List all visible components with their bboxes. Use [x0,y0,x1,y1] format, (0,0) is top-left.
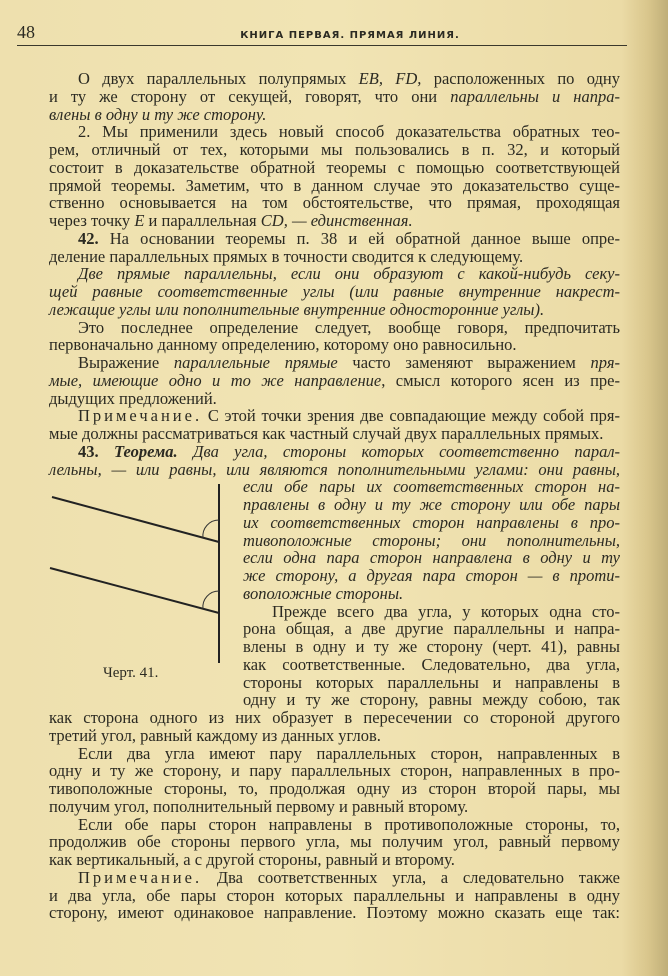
text-line [49,336,620,354]
text-segment: как сторона одного из них образует в пересечении со стороной другого [49,708,620,727]
text-segment: Два угла, стороны которых соответственно парал- [177,441,621,461]
upper-parallel-line [52,497,219,542]
text-segment: расположенных по одну [421,69,620,88]
text-segment: EB, FD, [358,69,422,88]
text-line [49,372,620,390]
text-line [49,887,620,905]
text-segment: E [134,211,145,230]
text-segment: Два соответственных угла, а следовательно также [202,867,620,887]
text-segment: одну и ту же сторону, равны между собою, так [243,690,620,710]
text-segment: как вертикальный, а с другой стороны, равный и второму. [49,850,455,869]
text-line [243,478,620,496]
text-line [243,496,620,514]
text-line [49,798,620,816]
text-line [49,301,620,319]
lower-angle-arc [203,591,219,609]
page-number: 48 [17,22,35,42]
text-segment: тивоположные стороны, то, продолжая одну из сторон второй пары, мы [49,779,620,798]
text-segment: их соответственных сторон направлены в про- [243,512,620,532]
text-segment: дыдущих предложений. [49,388,217,408]
text-segment: влены в одну и ту же сторону (черт. 41), равны [243,637,620,656]
text-segment: третий угол, равный каждому из данных углов. [49,725,381,745]
text-line [49,709,620,727]
text-segment: как соответственные. Следовательно, два угла, [243,654,620,674]
text-segment: пря- [590,353,620,372]
text-segment: через точку [49,211,135,230]
text-line [243,514,620,532]
text-line [78,123,620,141]
text-line [49,248,620,266]
text-segment: С этой точки зрения две совпадающие между собой пря- [202,406,620,426]
text-segment: деление параллельных прямых в точности сводится к следующему. [49,246,524,266]
text-segment: Это последнее определение следует, вообще говоря, предпочитать [78,317,620,337]
text-segment: лежащие углы или пополнительные внутренние односторонние углы). [49,299,545,319]
text-line [49,212,620,230]
text-segment: и два угла, обе пары сторон которых параллельны и направлены в одну [49,885,620,905]
text-segment: лельны, — или равны, или являются пополнительными углами: они равны, [49,459,620,479]
text-segment: если одна пара сторон направлена в одну и ту [243,548,620,568]
text-line [243,585,620,603]
text-segment: На основании теоремы п. 38 и ей обратной данное выше опре- [98,228,620,248]
header-rule [17,45,627,46]
text-segment: щей равные соответственные углы (или равные внутренние накрест- [49,282,620,301]
text-segment: сторону, имеют одинаковое направление. Поэтому можно сказать еще так: [49,903,620,923]
text-segment: Теорема. [113,441,178,461]
text-line [78,816,620,834]
text-line [78,443,620,461]
text-segment: часто заменяют выражением [337,353,591,372]
text-segment: влены в одну и ту же сторону. [49,104,267,124]
text-line [243,656,620,674]
text-line [49,141,620,159]
text-line [78,230,620,248]
text-segment: параллельны и напра- [450,86,620,106]
text-segment: продолжив обе стороны первого угла, мы получим угол, равный первому [49,832,620,852]
text-line [78,265,620,283]
text-segment: Если два угла имеют пару параллельных сторон, направленных в [78,743,620,763]
text-line [243,691,620,709]
text-segment: и параллельная [144,211,261,230]
text-segment: состоит в доказательстве обратной теоремы с помощью соответствующей [49,157,620,177]
text-line [78,319,620,337]
text-line [78,70,620,88]
text-line [49,904,620,922]
text-segment: Если обе пары сторон направлены в противоположные стороны, то, [78,814,620,834]
text-line [78,407,620,425]
text-line [49,780,620,798]
text-segment: рона общая, а две другие параллельны и напра- [243,619,620,639]
lower-parallel-line [50,568,219,613]
text-line [78,354,620,372]
text-line [78,869,620,887]
text-segment: Две прямые параллельны, если они образуют с какой-нибудь секу- [78,264,620,284]
text-segment: правлены в одну и ту же сторону или обе пары [243,495,620,514]
figure-41 [0,470,240,670]
text-segment: CD, — единственная. [260,211,413,230]
text-line [49,194,620,212]
text-line [49,851,620,869]
text-segment: первоначально данному определению, которому оно равносильно. [49,335,517,355]
text-line [243,674,620,692]
text-line [243,620,620,638]
text-segment: воположные стороны. [243,583,404,603]
text-line [49,425,620,443]
text-segment: 43. [78,441,114,461]
text-segment: одну и ту же сторону, и пару параллельных сторон, направленных в про- [49,761,620,781]
text-segment: если обе пары их соответственных сторон на- [243,477,620,497]
text-segment: и ту же сторону от секущей, говорят, что они [49,86,451,106]
text-line [272,603,620,621]
text-segment: же сторону, а другая пара сторон — в проти- [243,566,620,585]
text-segment: ственно основывается на том обстоятельстве, что прямая, проходящая [49,193,620,213]
figure-caption: Черт. 41. [103,665,159,681]
text-line [243,567,620,585]
text-segment: параллельные прямые [173,353,338,372]
text-line [243,549,620,567]
text-line [49,727,620,745]
text-line [49,88,620,106]
text-segment: прямой теоремы. Заметим, что в данном случае это доказательство суще- [49,175,620,195]
text-line [49,833,620,851]
text-segment: Примечание. [78,867,203,887]
text-segment: стороны которых параллельны и направлены в [243,672,620,692]
text-segment: 42. [78,228,99,248]
text-segment: получим угол, пополнительный первому и равный второму. [49,796,469,816]
text-line [49,159,620,177]
text-segment: Выражение [78,353,174,372]
text-segment: О двух параллельных полупрямых [78,69,359,88]
text-line [49,106,620,124]
text-segment: Прежде всего два угла, у которых одна сто- [272,601,620,621]
text-segment: Примечание. [78,406,203,426]
upper-angle-arc [203,520,219,538]
text-line [49,283,620,301]
text-line [78,745,620,763]
text-segment: 2. Мы применили здесь новый способ доказательства обратных тео- [78,122,620,142]
text-segment: мые должны рассматриваться как частный случай двух параллельных прямых. [49,424,604,443]
text-segment: , смысл которого ясен из пре- [381,370,621,390]
text-line [243,638,620,656]
text-segment: мые, имеющие одно и то же направление [49,370,382,390]
text-line [49,390,620,408]
text-segment: тивоположные стороны; они пополнительны, [243,530,620,550]
running-title: КНИГА ПЕРВАЯ. ПРЯМАЯ ЛИНИЯ. [240,30,460,41]
text-segment: рем, отличный от тех, которыми мы пользовались в п. 32, и который [49,140,620,159]
text-line [49,177,620,195]
text-line [243,532,620,550]
text-line [49,762,620,780]
